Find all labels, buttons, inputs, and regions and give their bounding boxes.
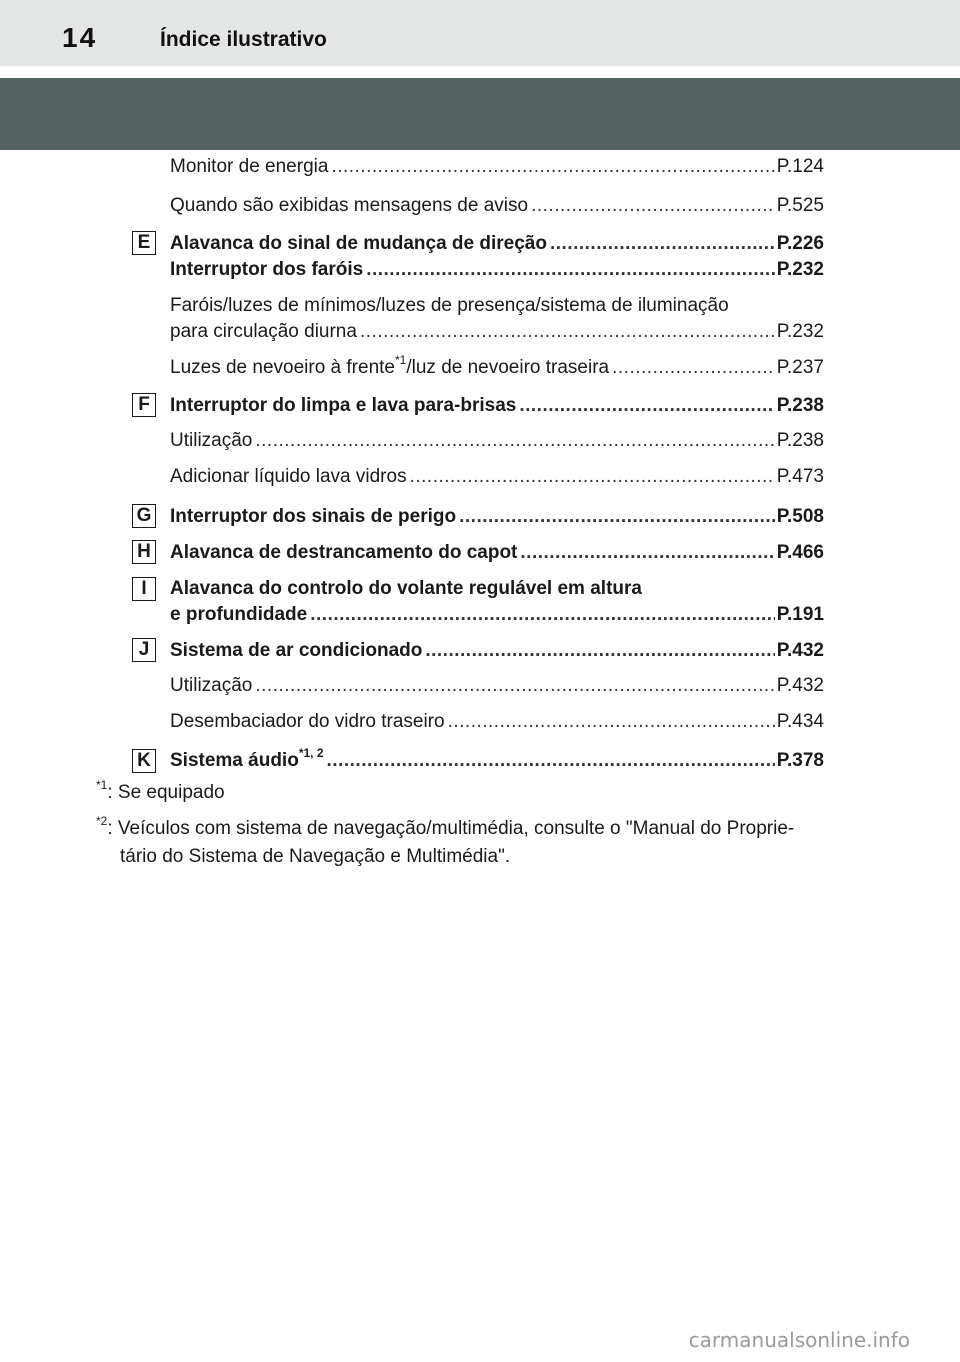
entry-label: Alavanca de destrancamento do capot: [170, 542, 518, 563]
entry-label: Interruptor dos faróis: [170, 259, 364, 280]
leader-dots: [448, 711, 775, 733]
entry-label: Adicionar líquido lava vidros: [170, 466, 407, 487]
entry-label: Interruptor do limpa e lava para-brisas: [170, 395, 517, 416]
page-ref: P.232: [776, 321, 824, 342]
page-ref: P.525: [776, 195, 824, 216]
header-bar: [0, 78, 960, 150]
header-band: [0, 0, 960, 66]
entry-farois-line2[interactable]: [170, 321, 824, 343]
entry-monitor-energia[interactable]: [170, 156, 824, 178]
letter-box-g: G: [132, 504, 156, 528]
letter-box-h: H: [132, 540, 156, 564]
page-ref: P.238: [776, 430, 824, 451]
footnote-mark: *1, 2: [298, 745, 324, 760]
letter-box-f: F: [132, 393, 156, 417]
leader-dots: [459, 506, 775, 528]
footnote-2-line1: $^{*2}$: Veículos com sistema de navegação/multimédia, consulte o "Manual do Proprie-: [96, 813, 795, 839]
entry-label: Interruptor dos sinais de perigo: [170, 506, 457, 527]
entry-sinais-perigo[interactable]: [170, 506, 824, 528]
entry-audio[interactable]: [170, 745, 824, 772]
entry-interruptor-farois[interactable]: [170, 259, 824, 281]
footnote-mark: *1: [96, 777, 108, 792]
leader-dots: [310, 604, 775, 626]
leader-dots: [550, 233, 775, 255]
letter-box-k: K: [132, 749, 156, 773]
footnote-2-line2: tário do Sistema de Navegação e Multimédia".: [120, 846, 511, 867]
leader-dots: [255, 430, 774, 452]
leader-dots: [531, 195, 775, 217]
letter-box-e: E: [132, 231, 156, 255]
page-ref: P.191: [776, 604, 824, 625]
page-ref: P.237: [776, 357, 824, 378]
entry-volante-line2[interactable]: [170, 604, 824, 626]
entry-label: Monitor de energia: [170, 156, 329, 177]
footnote-mark: *1: [395, 352, 407, 367]
page-ref: P.378: [776, 750, 824, 771]
entry-label: para circulação diurna: [170, 321, 357, 342]
header-divider: [0, 66, 960, 78]
page-ref: P.238: [776, 395, 824, 416]
entry-label: Utilização: [170, 675, 253, 696]
section-title: Índice ilustrativo: [160, 28, 327, 51]
entry-label: Quando são exibidas mensagens de aviso: [170, 195, 529, 216]
leader-dots: [519, 395, 774, 417]
footnote-1: $^{*1}$: Se equipado: [96, 777, 225, 803]
entry-label: Utilização: [170, 430, 253, 451]
leader-dots: [255, 675, 774, 697]
page-ref: P.473: [776, 466, 824, 487]
leader-dots: [331, 156, 774, 178]
entry-alavanca-sinal[interactable]: [170, 233, 824, 255]
entry-volante-line1: Alavanca do controlo do volante regulável em altura: [170, 578, 642, 599]
page-number: 14: [62, 22, 98, 53]
entry-label: Alavanca do sinal de mudança de direção: [170, 233, 547, 254]
entry-desembaciador[interactable]: [170, 711, 824, 733]
leader-dots: [410, 466, 775, 488]
entry-capot[interactable]: [170, 542, 824, 564]
entry-liquido[interactable]: [170, 466, 824, 488]
entry-mensagens-aviso[interactable]: [170, 195, 824, 217]
letter-box-j: J: [132, 638, 156, 662]
page-ref: P.432: [776, 640, 824, 661]
page-ref: P.434: [776, 711, 824, 732]
entry-label: Sistema áudio$^{*1, 2}$: [170, 745, 324, 771]
entry-label: Desembaciador do vidro traseiro: [170, 711, 445, 732]
page-ref: P.232: [776, 259, 824, 280]
page-ref: P.226: [776, 233, 824, 254]
entry-label: e profundidade: [170, 604, 308, 625]
page-ref: P.124: [776, 156, 824, 177]
entry-ar-condicionado[interactable]: [170, 640, 824, 662]
watermark: carmanualsonline.info: [688, 1328, 910, 1352]
leader-dots: [520, 542, 774, 564]
page-ref: P.466: [776, 542, 824, 563]
page-ref: P.508: [776, 506, 824, 527]
entry-utilizacao-2[interactable]: [170, 675, 824, 697]
leader-dots: [360, 321, 775, 343]
footnote-mark: *2: [96, 813, 108, 828]
entry-limpa-vidros[interactable]: [170, 395, 824, 417]
letter-box-i: I: [132, 577, 156, 601]
entry-label: Sistema de ar condicionado: [170, 640, 423, 661]
entry-utilizacao-1[interactable]: [170, 430, 824, 452]
leader-dots: [327, 750, 775, 772]
entry-label: Luzes de nevoeiro à frente$^{*1}$/luz de nevoeiro traseira: [170, 352, 610, 378]
leader-dots: [366, 259, 775, 281]
leader-dots: [612, 357, 775, 379]
leader-dots: [425, 640, 774, 662]
entry-nevoeiro[interactable]: [170, 352, 824, 379]
page-ref: P.432: [776, 675, 824, 696]
entry-farois-line1: Faróis/luzes de mínimos/luzes de presença/sistema de iluminação: [170, 295, 729, 316]
